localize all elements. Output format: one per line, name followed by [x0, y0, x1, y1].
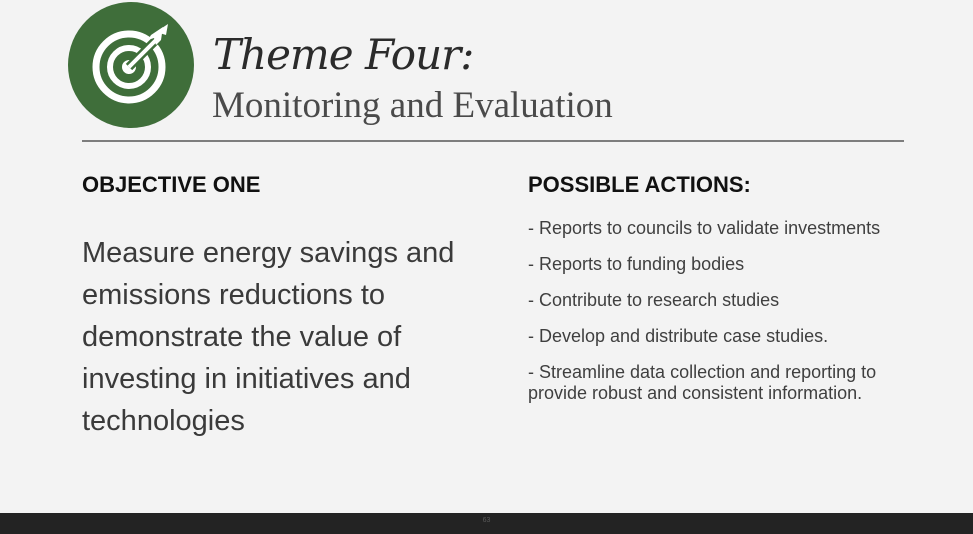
action-item: - Contribute to research studies: [528, 290, 780, 310]
target-arrow-icon: [68, 2, 194, 128]
theme-title: Theme Four:: [213, 30, 474, 79]
actions-heading: POSSIBLE ACTIONS:: [528, 172, 751, 197]
actions-list: [528, 218, 908, 419]
footer-bar: [0, 513, 973, 534]
action-item: - Develop and distribute case studies.: [528, 326, 829, 346]
action-item: - Reports to funding bodies: [528, 254, 745, 274]
action-item: - Reports to councils to validate investments: [528, 218, 881, 238]
page-number: 63: [482, 517, 491, 524]
header-divider: [82, 140, 904, 142]
action-item: - Streamline data collection and reporting to provide robust and consistent information.: [528, 362, 877, 403]
objective-heading: OBJECTIVE ONE: [82, 172, 261, 197]
theme-subtitle: Monitoring and Evaluation: [212, 85, 613, 126]
objective-body: Measure energy savings and emissions reductions to demonstrate the value of investing in initiatives and technologies: [82, 237, 455, 437]
